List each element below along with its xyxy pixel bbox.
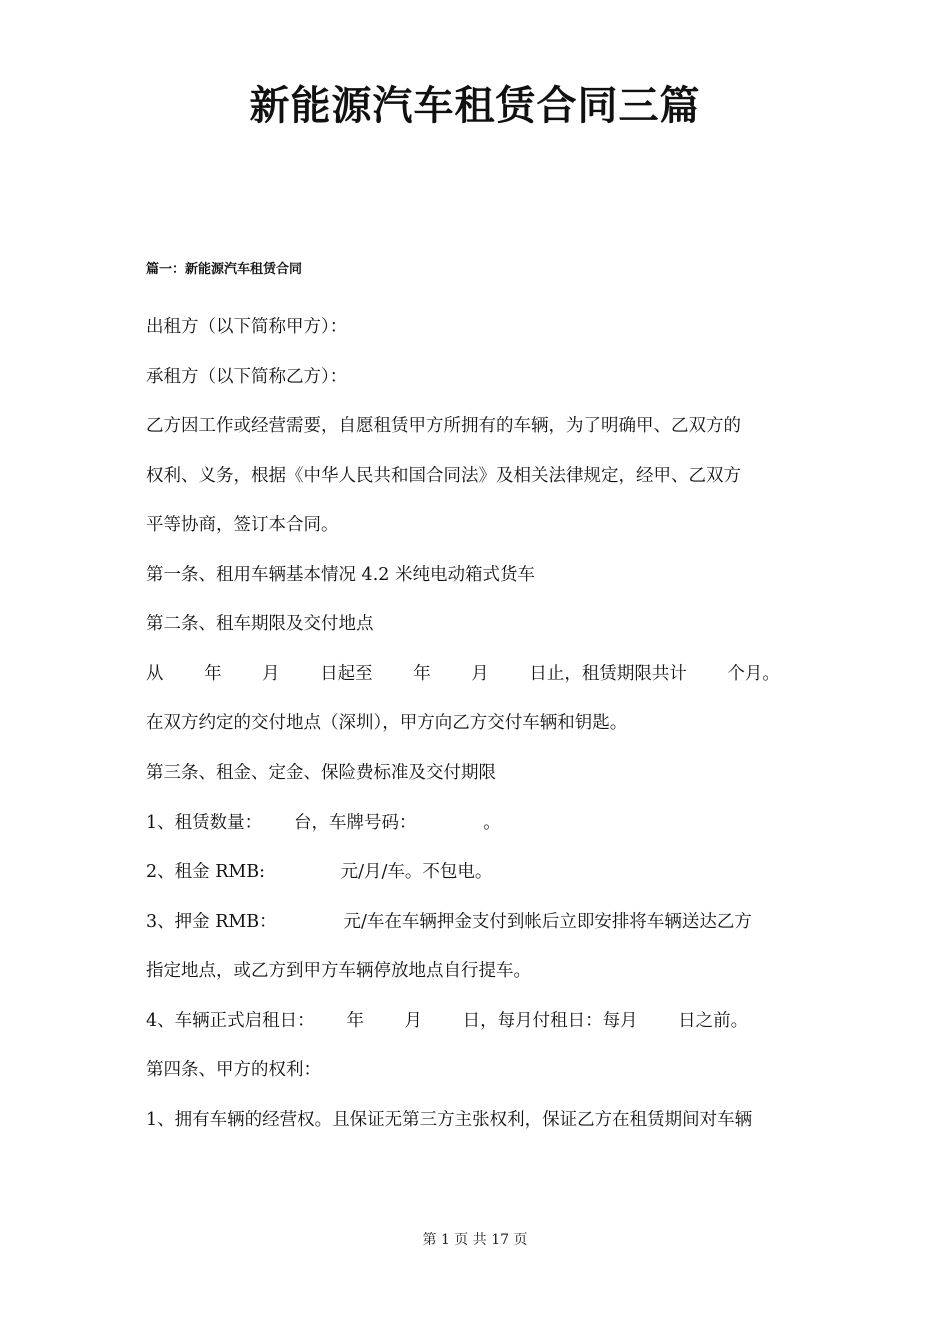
body-line: 从 年 月 日起至 年 月 日止，租赁期限共计 个月。 <box>146 664 780 684</box>
section-heading: 篇一：新能源汽车租赁合同 <box>146 262 303 277</box>
body-line: 权利、义务，根据《中华人民共和国合同法》及相关法律规定，经甲、乙双方 <box>146 466 741 486</box>
body-line: 1、拥有车辆的经营权。且保证无第三方主张权利，保证乙方在租赁期间对车辆 <box>146 1110 753 1130</box>
article-heading: 第四条、甲方的权利： <box>146 1060 321 1080</box>
page-footer: 第 1 页 共 17 页 <box>422 1232 528 1248</box>
article-heading: 第一条、租用车辆基本情况 4.2 米纯电动箱式货车 <box>146 565 535 585</box>
body-line: 乙方因工作或经营需要，自愿租赁甲方所拥有的车辆，为了明确甲、乙双方的 <box>146 416 741 436</box>
article-heading: 第二条、租车期限及交付地点 <box>146 614 374 634</box>
body-line: 平等协商，签订本合同。 <box>146 515 339 535</box>
document-title: 新能源汽车租赁合同三篇 <box>249 83 701 129</box>
body-line: 承租方（以下简称乙方）： <box>146 367 348 387</box>
body-line: 指定地点，或乙方到甲方车辆停放地点自行提车。 <box>146 961 531 981</box>
body-line: 1、租赁数量： 台，车牌号码： 。 <box>146 813 501 833</box>
body-line: 2、租金 RMB: 元/月/车。不包电。 <box>146 862 493 882</box>
body-line: 3、押金 RMB： 元/车在车辆押金支付到帐后立即安排将车辆送达乙方 <box>146 912 752 932</box>
article-heading: 第三条、租金、定金、保险费标准及交付期限 <box>146 763 496 783</box>
body-line: 4、车辆正式启租日： 年 月 日，每月付租日：每月 日之前。 <box>146 1011 749 1031</box>
body-line: 出租方（以下简称甲方）： <box>146 317 348 337</box>
body-line: 在双方约定的交付地点（深圳），甲方向乙方交付车辆和钥匙。 <box>146 713 628 733</box>
